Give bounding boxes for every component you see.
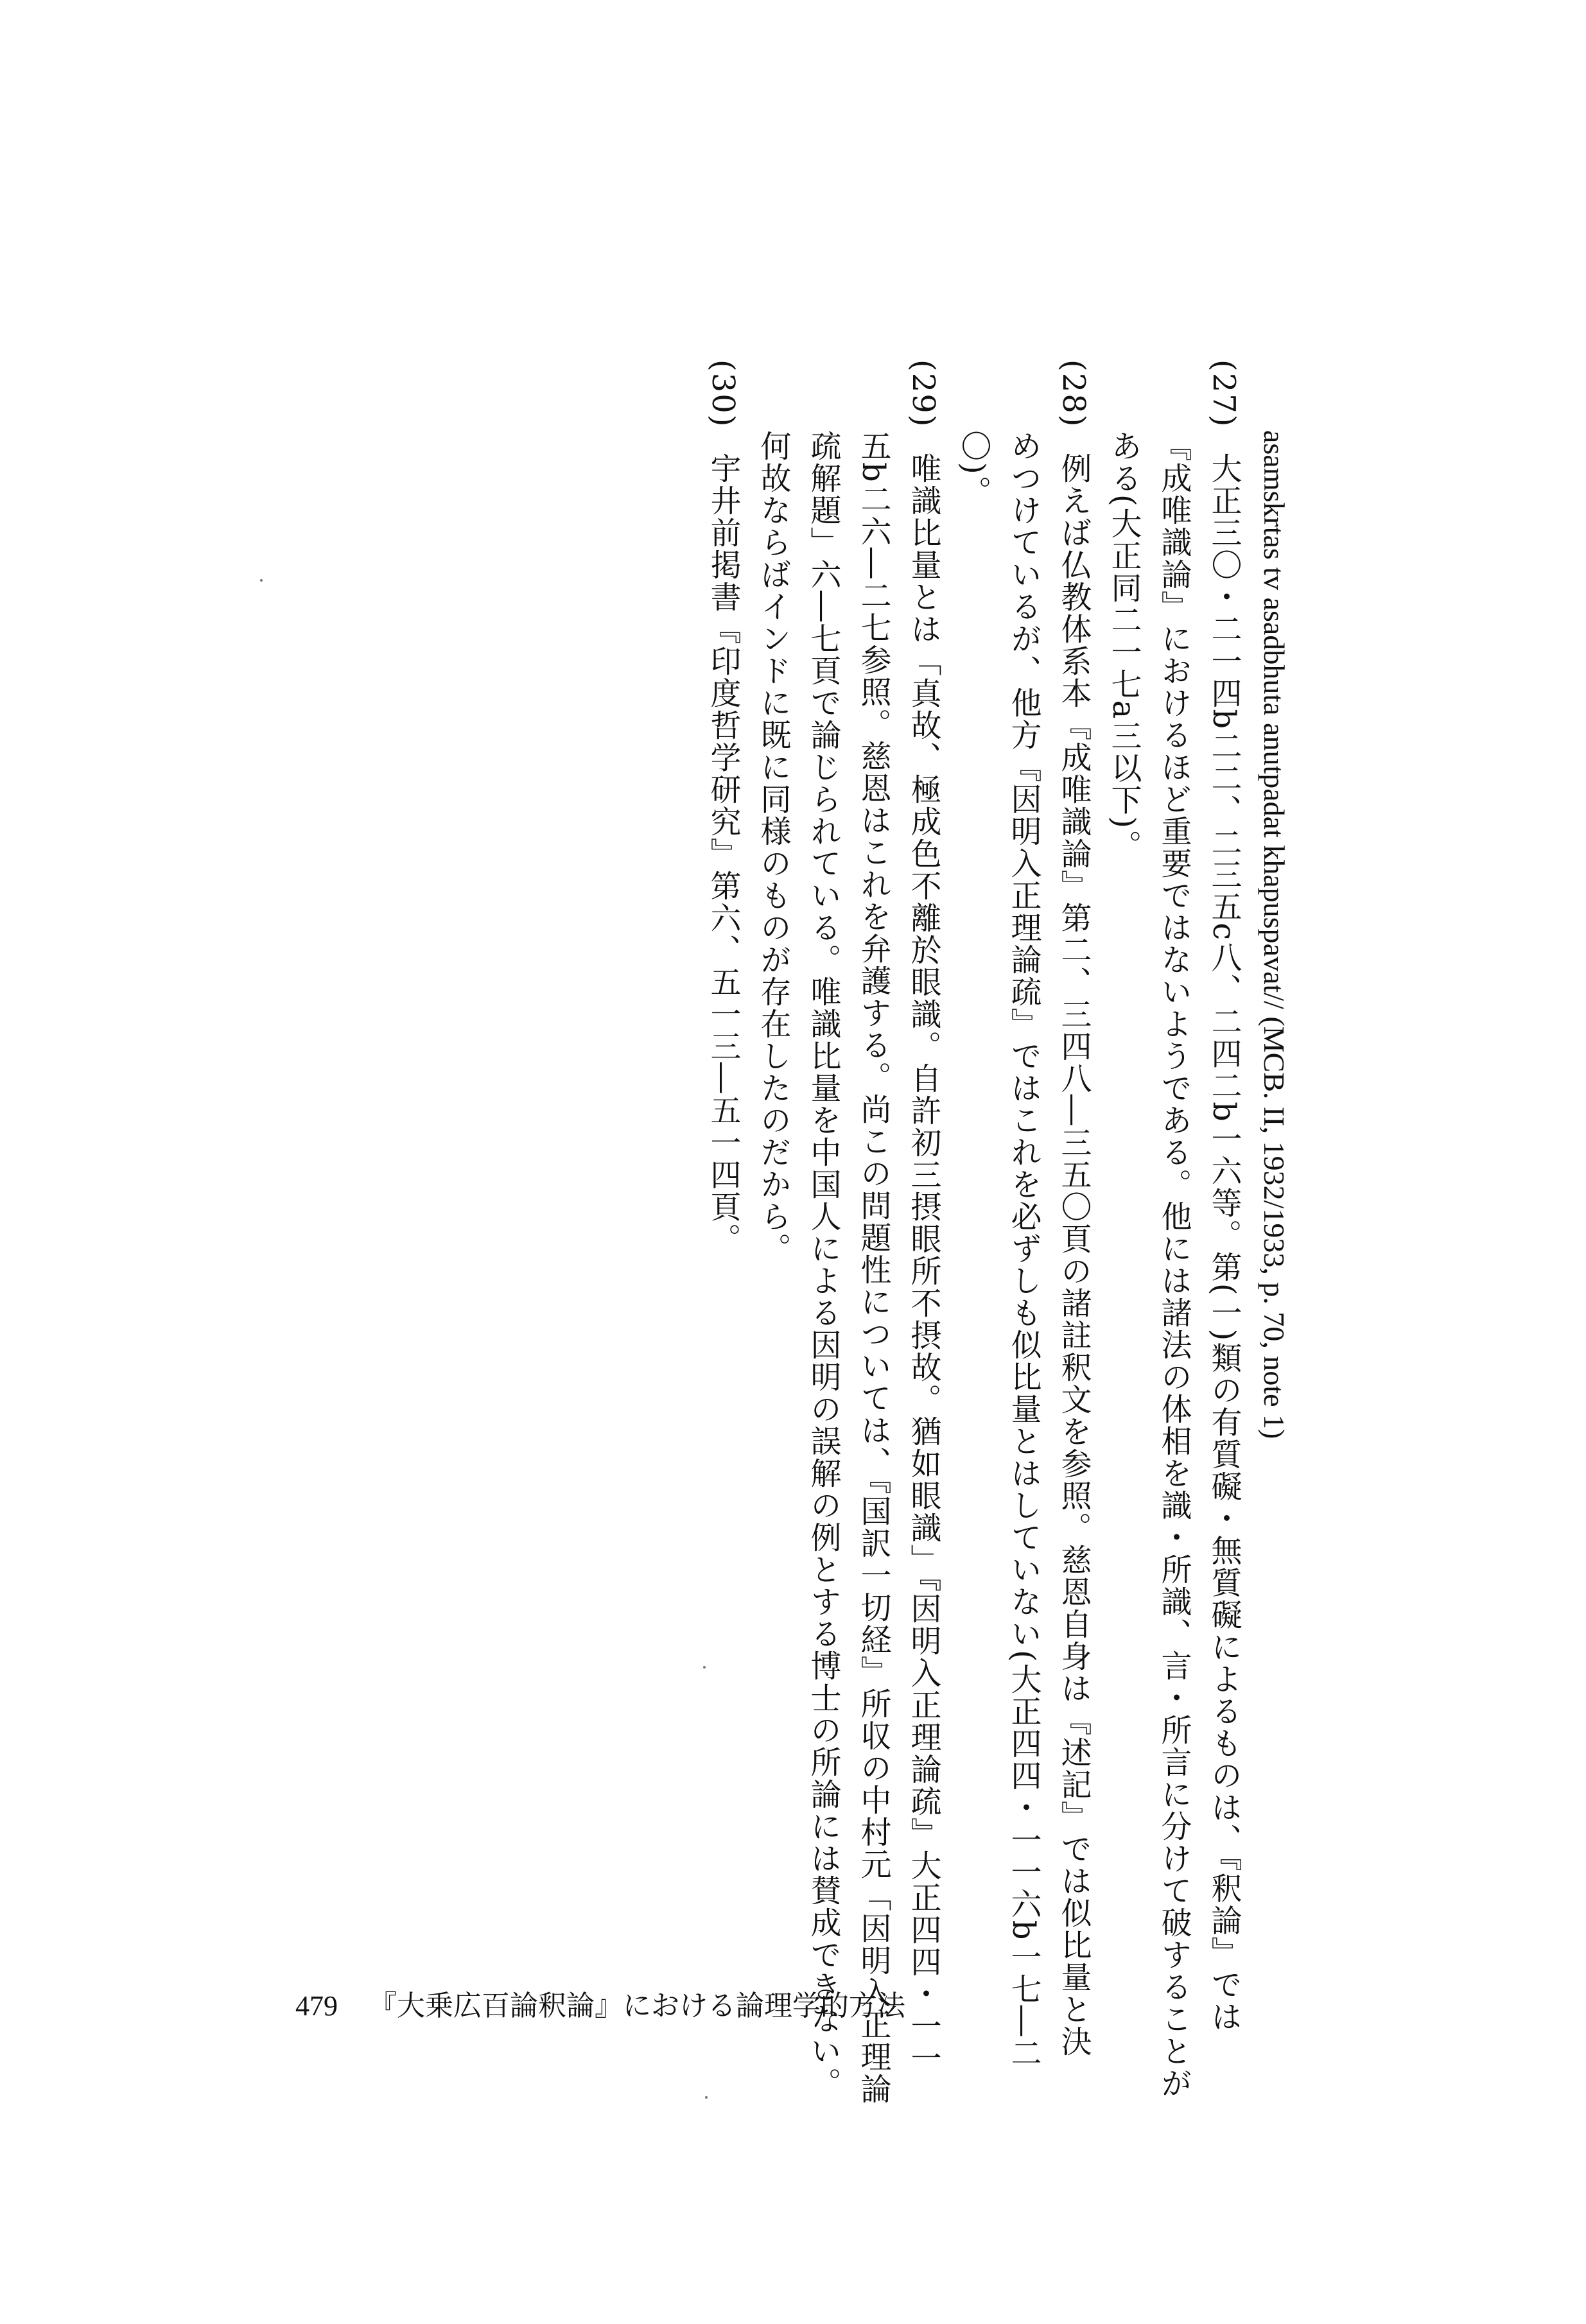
- running-title: 『大乗広百論釈論』における論理学的方法: [369, 1990, 905, 2022]
- footnotes-block: [705, 360, 1297, 2105]
- note-27-line-1: [1201, 360, 1247, 2033]
- note-27-line-3: ある(大正同二一七a三以下)。: [1106, 430, 1142, 862]
- note-29-line-3: 疏解題」六―七頁で論じられている。唯識比量を中国人による因明の誤解の例とする博士の所論には賛成できない。: [805, 430, 841, 2099]
- note-30-line-1: [700, 360, 746, 1913]
- note-28-number: (28): [1056, 360, 1092, 428]
- note-28-text-1: 例えば仏教体系本『成唯識論』第二、三四八―三五〇頁の諸註釈文を参照。慈恩自身は『述記』では似比量と決: [1056, 452, 1092, 2058]
- scan-speck: [260, 579, 263, 582]
- note-30-text-1: 宇井前掲書『印度哲学研究』第六、五一三―五一四頁。: [705, 452, 741, 1255]
- page-number: 479: [295, 1990, 338, 2022]
- page-footer: [295, 1987, 1002, 2025]
- note-29-number: (29): [905, 360, 941, 428]
- note-29-text-1: 唯識比量とは「真故、極成色不離於眼識。自許初三摂眼所不摂故。猶如眼識」『因明入正理論疏』大正四四・一一: [905, 452, 941, 2074]
- note-29-line-1: [900, 360, 946, 2074]
- note-29-line-4: 何故ならばインドに既に同様のものが存在したのだから。: [755, 430, 791, 1265]
- note-28-line-3: 〇)。: [955, 430, 991, 508]
- note-28-line-1: [1050, 360, 1097, 2058]
- note-30-number: (30): [705, 360, 741, 428]
- note-27-line-2: 『成唯識論』におけるほど重要ではないようである。他には諸法の体相を識・所識、言・所言に分けて破することが: [1156, 430, 1192, 2099]
- note-27-text-1: 大正三〇・二一四b二二、二三五c八、二四二b一六等。第(一)類の有質礙・無質礙によるものは、『釈論』では: [1206, 452, 1242, 2033]
- scan-speck: [703, 1666, 706, 1669]
- scan-speck: [705, 2096, 708, 2099]
- sanskrit-quote-line: asamskrtas tv asadbhuta anutpadat khapuspavat// (MCB. II, 1932/1933, p. 70, note 1): [1258, 430, 1291, 1439]
- note-27-number: (27): [1206, 360, 1242, 428]
- note-28-line-2: めつけているが、他方『因明入正理論疏』ではこれを必ずしも似比量とはしていない(大正四四・一一六b一七―二: [1006, 430, 1041, 2070]
- note-29-line-2: 五b二六―二七参照。慈恩はこれを弁護する。尚この問題性については、『国訳一切経』所収の中村元「因明入正理論: [855, 430, 891, 2105]
